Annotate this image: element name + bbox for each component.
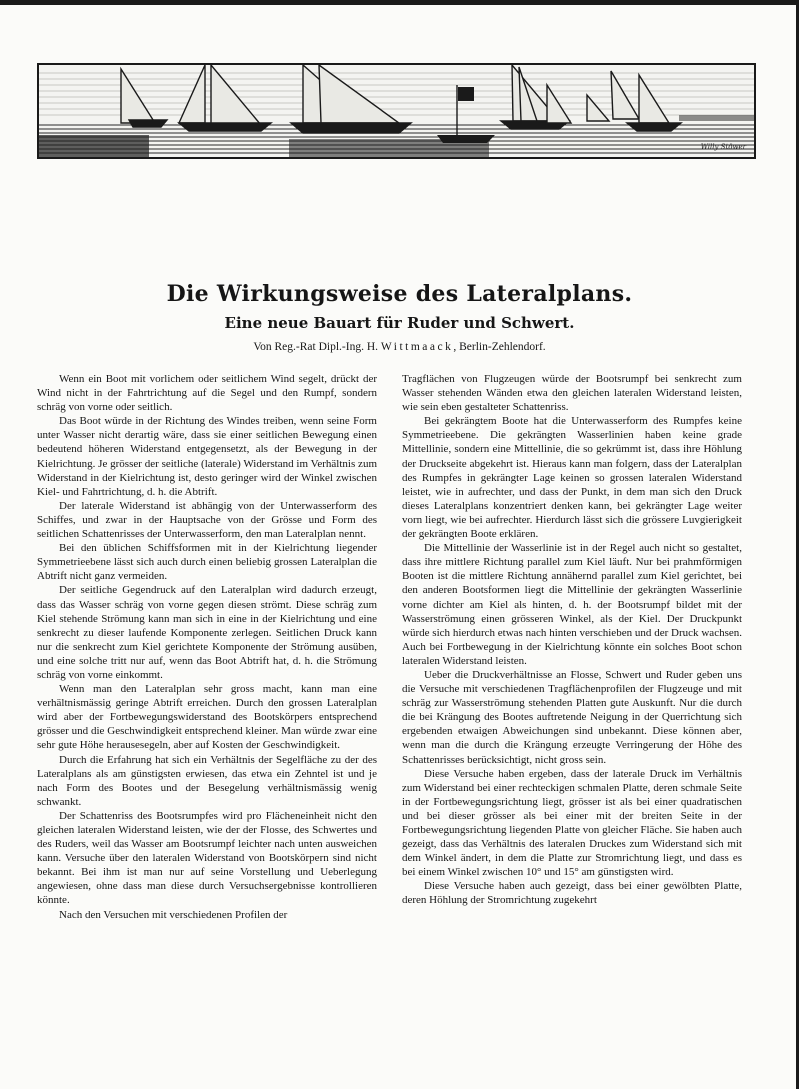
byline-suffix: , Berlin-Zehlendorf. [453, 341, 546, 353]
paragraph: Tragflächen von Flugzeugen würde der Bootsrumpf bei senkrecht zum Wasser stehenden Wänden etwa den gleichen lateralen Widerstand leisten, wie sein eben gestalteter Schattenriss. [402, 373, 742, 414]
byline-author: Wittmaack [380, 341, 454, 353]
sailboats-illustration [39, 65, 754, 157]
paragraph: Der Schattenriss des Bootsrumpfes wird pro Flächeneinheit nicht den gleichen lateralen Widerstand leisten, wie der der Flosse, des Schwertes und des Ruders, weil das Wasser am Bootsrumpf leichter nach unten ausweichen kann. Versuche über den lateralen Widerstand von Bootskörpern sind nicht bekannt. Bei ihm ist man nur auf seine Vorstellung und Ueberlegung angewiesen, ohne dass man diese durch Versuchsergebnisse kontrollieren könnte. [37, 809, 377, 907]
paragraph: Diese Versuche haben ergeben, dass der laterale Druck im Verhältnis zum Widerstand bei einer rechteckigen schmalen Platte, deren schmale Seite in der Fortbewegungsrichtung liegt, grösser ist als bei einer quadratischen und bei dieser grösser als bei einer mit der breiten Seite in der Fortbewegungsrichtung liegenden Platte von gleicher Fläche. Sie haben auch gezeigt, dass das Verhältnis des lateralen Druckes zum Widerstand sich mit dem Winkel ändert, in dem die Platte zur Stromrichtung liegt, und dass es bei einem Winkel zwischen 10° und 15° am günstigsten wird. [402, 767, 742, 879]
paragraph: Das Boot würde in der Richtung des Windes treiben, wenn seine Form unter Wasser nicht derartig wäre, dass sie einer seitlichen Bewegung einen bedeutend höheren Widerstand entgegensetzt, als der Bewegung in der Kielrichtung. Je grösser der seitliche (laterale) Widerstand im Verhältnis zum Widerstand in der Kielrichtung ist, desto geringer wird der Winkel zwischen Kiel- und Fahrtrichtung, d. h. die Abtrift. [37, 415, 377, 498]
paragraph: Der seitliche Gegendruck auf den Lateralplan wird dadurch erzeugt, dass das Wasser schräg von vorne gegen diesen strömt. Diese schräg zum Kiel stehende Strömung kann man sich in eine in der Kielrichtung und eine senkrecht zu dieser laufende Komponente zerlegen. Seitlichen Druck kann nur die senkrecht zum Kiel gerichtete Komponente der Strömung ausüben, und eine solche tritt nur auf, wenn das Boot Abtrift hat, d. h. die Strömung schräg von vorne einkommt. [37, 584, 377, 681]
article-subtitle: Eine neue Bauart für Ruder und Schwert. [224, 314, 575, 332]
paragraph: Die Mittellinie der Wasserlinie ist in der Regel auch nicht so gestaltet, dass ihre mittlere Richtung parallel zum Kiel läuft. Nur bei prahmförmigen Booten ist die mittlere Richtung annähernd parallel zum Kiel gerichtet, bei den anderen Bootsformen liegt die Mittellinie der gekrängten Wasserlinie vorne dichter am Kiel als hinten, d. h. der Bootsrumpf bildet mit der Wasserströmung einen grösseren Winkel, als der Kiel. Der Druckpunkt würde sich hierdurch etwas nach hinten verschieben und der Druck wachsen. Auch bei Fortbewegung in der Kielrichtung könnte ein solches Boot schon lateralen Widerstand leisten. [402, 542, 742, 667]
right-column [402, 372, 742, 908]
scan-top-edge [0, 0, 799, 5]
paragraph: Der laterale Widerstand ist abhängig von der Unterwasserform des Schiffes, und zwar in der Hauptsache von der Grösse und Form des seitlichen Schattenrisses der Unterwasserform, den man Lateralplan nennt. [37, 499, 377, 541]
byline-prefix: Von Reg.-Rat Dipl.-Ing. H. [253, 341, 381, 353]
paragraph: Durch die Erfahrung hat sich ein Verhältnis der Segelfläche zu der des Lateralplans als am günstigsten erwiesen, das etwa ein Zehntel ist und je nach Form des Bootes und der Besegelung verhältnismässig wenig schwankt. [37, 753, 377, 808]
paragraph: Wenn ein Boot mit vorlichem oder seitlichem Wind segelt, drückt der Wind nicht in der Fahrtrichtung auf die Segel und den Rumpf, sondern schräg von vorne oder seitlich. [37, 373, 377, 414]
paragraph: Bei den üblichen Schiffsformen mit in der Kielrichtung liegender Symmetrieebene lässt sich auch durch einen beliebig grossen Lateralplan die Abtrift nicht ganz vermeiden. [37, 542, 377, 583]
paragraph: Wenn man den Lateralplan sehr gross macht, kann man eine verhältnismässig geringe Abtrift erreichen. Durch den grossen Lateralplan wird aber der Fortbewegungswiderstand des Bootskörpers entsprechend grösser und die Geschwindigkeit entsprechend kleiner. Man würde zwar eine sehr gute Höhe herausesegeln, aber auf Kosten der Geschwindigkeit. [37, 683, 377, 752]
article-title: Die Wirkungsweise des Lateralplans. [166, 281, 633, 307]
header-illustration [37, 63, 756, 159]
left-column [37, 372, 377, 922]
paragraph: Bei gekrängtem Boote hat die Unterwasserform des Rumpfes keine Symmetrieebene. Die gekrängten Wasserlinien haben keine grade Mittellinie, sondern eine Mittellinie, die so gekrümmt ist, dass ihre Höhlung der Druckseite abgekehrt ist. Hieraus kann man folgern, dass der Lateralplan des Rumpfes in gekrängter Lage keinen so grossen lateralen Widerstand leistet, wie in aufrechter, und dass der Punkt, in dem man sich den Druck dieses Lateralplans konzentriert denken kann, bei gekrängter Lage weiter vorn liegt, wie bei aufrechter. Hierdurch lässt sich die grössere Luvgierigkeit der gekrängten Boote erklären. [402, 415, 742, 541]
artist-signature: Willy Stöwer [700, 143, 746, 151]
article-byline [0, 341, 799, 353]
paragraph: Diese Versuche haben auch gezeigt, dass bei einer gewölbten Platte, deren Höhlung der Stromrichtung zugekehrt [402, 880, 742, 907]
paragraph: Nach den Versuchen mit verschiedenen Profilen der [59, 908, 288, 921]
sailboats [121, 65, 681, 133]
flag-boat [437, 85, 495, 143]
paragraph: Ueber die Druckverhältnisse an Flosse, Schwert und Ruder geben uns die Versuche mit verschiedenen Tragflächenprofilen der Flugzeuge und mit schräg zur Wasserströmung stehenden Platten gute Auskunft. Nur die durch die bei Krängung des Bootes auftretende Neigung in der Querrichtung sich ergebenden etwaigen Abweichungen sind unbekannt. Diese können aber, wenn man die durch die Krängung erzeugte Verringerung der Höhe des Schattenrisses berücksichtigt, nicht gross sein. [402, 668, 742, 766]
